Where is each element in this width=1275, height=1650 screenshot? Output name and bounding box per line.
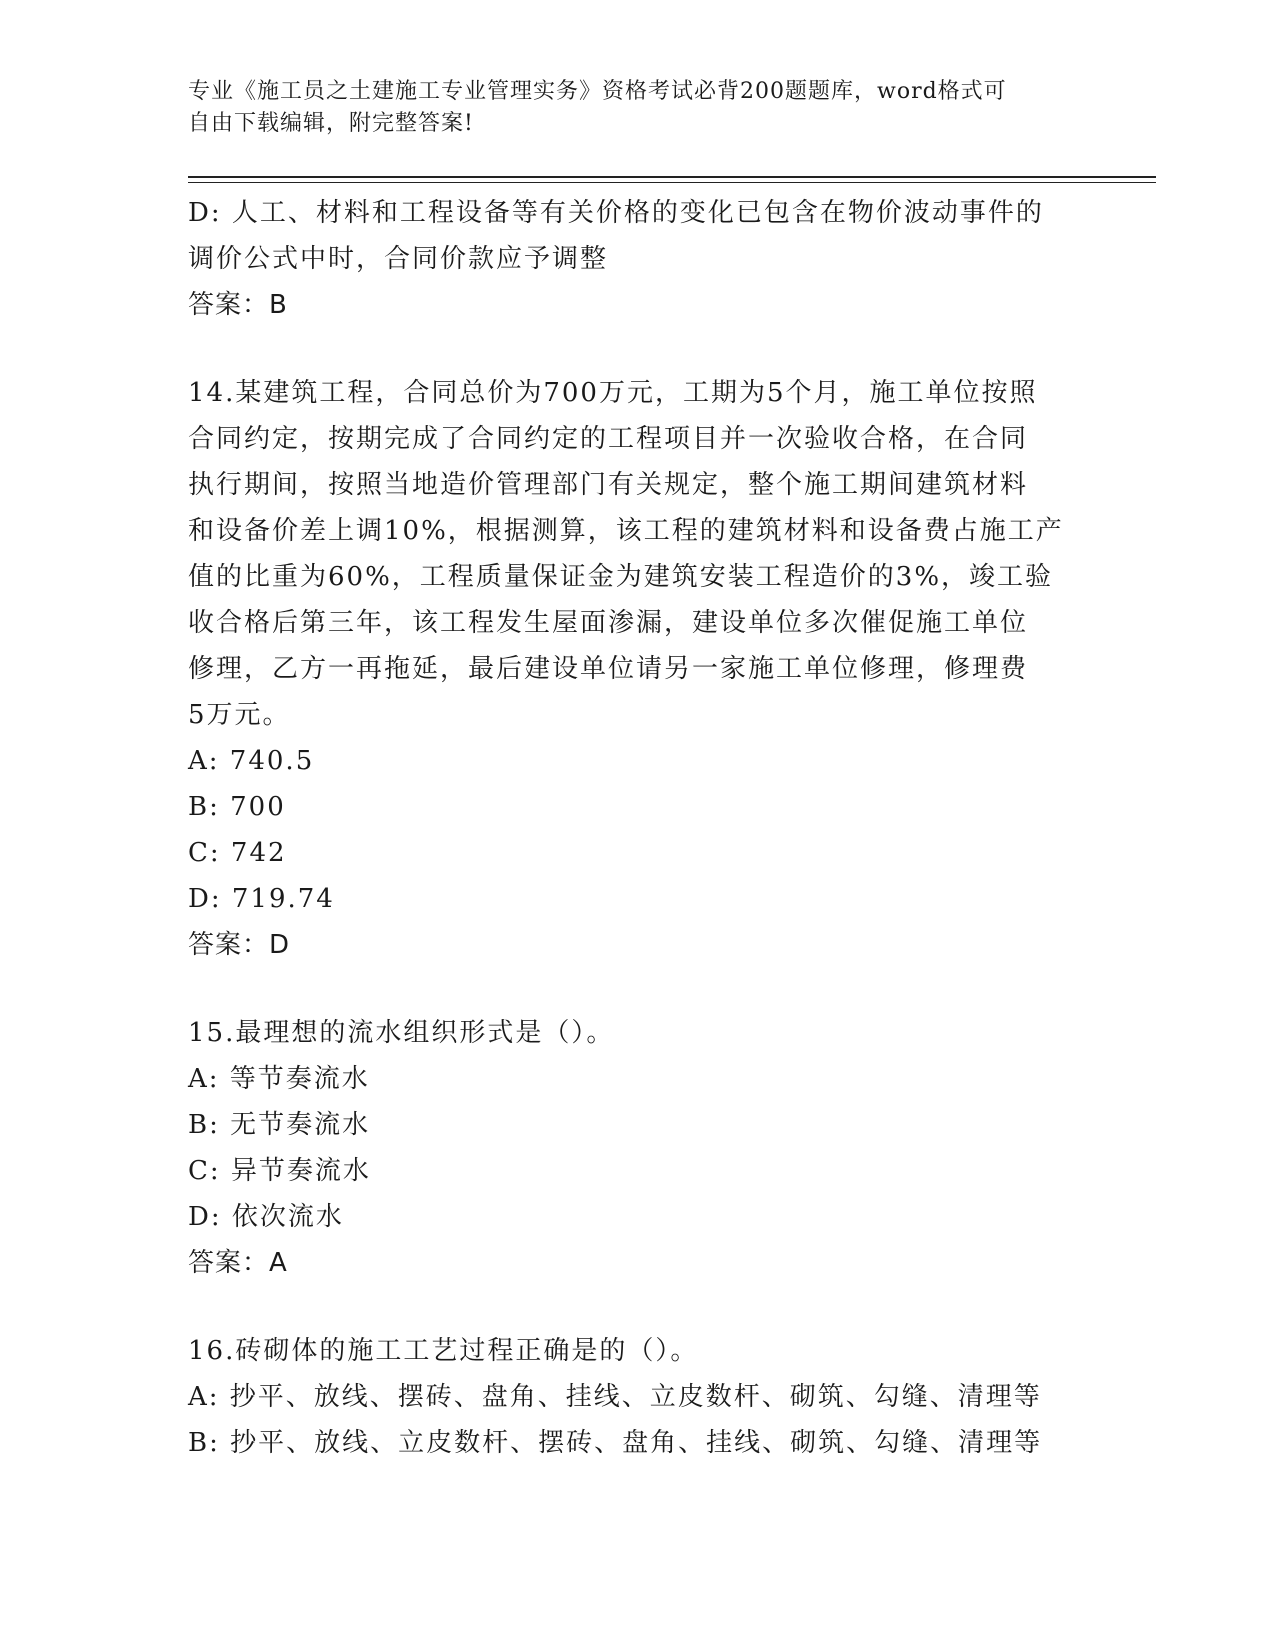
option-a: A: 740.5: [188, 746, 315, 776]
header-title-line-1: 专业《施工员之土建施工专业管理实务》资格考试必背200题题库，word格式可: [188, 79, 1007, 104]
question-stem: 15.最理想的流水组织形式是（）。: [188, 1018, 615, 1048]
option-b: B: 抄平、放线、立皮数杆、摆砖、盘角、挂线、砌筑、勾缝、清理等: [188, 1428, 1043, 1458]
question-stem-line: 执行期间，按照当地造价管理部门有关规定，整个施工期间建筑材料: [188, 470, 1029, 500]
document-body: [188, 190, 1088, 1466]
question-stem-line: 值的比重为60%，工程质量保证金为建筑安装工程造价的3%，竣工验: [188, 562, 1054, 592]
answer-line: 答案：D: [188, 930, 291, 960]
document-header: [188, 76, 1068, 140]
option-a: A: 抄平、放线、摆砖、盘角、挂线、立皮数杆、砌筑、勾缝、清理等: [188, 1382, 1042, 1412]
option-c: C: 异节奏流水: [188, 1156, 371, 1186]
question-stem-line: 修理，乙方一再拖延，最后建设单位请另一家施工单位修理，修理费: [188, 654, 1029, 684]
option-c: C: 742: [188, 838, 287, 868]
question-stem: 16.砖砌体的施工工艺过程正确是的（）。: [188, 1336, 699, 1366]
question-stem-line: 收合格后第三年，该工程发生屋面渗漏，建设单位多次催促施工单位: [188, 608, 1029, 638]
spacer: [188, 968, 1088, 1010]
option-a: A: 等节奏流水: [188, 1064, 370, 1094]
question-15: [188, 1010, 1088, 1286]
question-stem-line: 合同约定，按期完成了合同约定的工程项目并一次验收合格，在合同: [188, 424, 1029, 454]
question-stem-line: 14.某建筑工程，合同总价为700万元，工期为5个月，施工单位按照: [188, 378, 1038, 408]
spacer: [188, 1286, 1088, 1328]
spacer: [188, 328, 1088, 370]
option-d-line-2: 调价公式中时，合同价款应予调整: [188, 244, 609, 274]
question-stem-line: 5万元。: [188, 700, 291, 730]
header-title-line-2: 自由下载编辑，附完整答案!: [188, 111, 474, 136]
option-b: B: 无节奏流水: [188, 1110, 371, 1140]
question-stem-line: 和设备价差上调10%，根据测算，该工程的建筑材料和设备费占施工产: [188, 516, 1064, 546]
question-13-tail: [188, 190, 1088, 328]
answer-line: 答案：B: [188, 290, 288, 320]
answer-line: 答案：A: [188, 1248, 288, 1278]
option-d: D: 依次流水: [188, 1202, 344, 1232]
option-d: D: 719.74: [188, 884, 335, 914]
option-b: B: 700: [188, 792, 286, 822]
option-d-line-1: D: 人工、材料和工程设备等有关价格的变化已包含在物价波动事件的: [188, 198, 1044, 228]
header-divider-thin: [188, 182, 1156, 183]
header-divider-thick: [188, 176, 1156, 178]
question-16: [188, 1328, 1088, 1466]
question-14: [188, 370, 1088, 968]
